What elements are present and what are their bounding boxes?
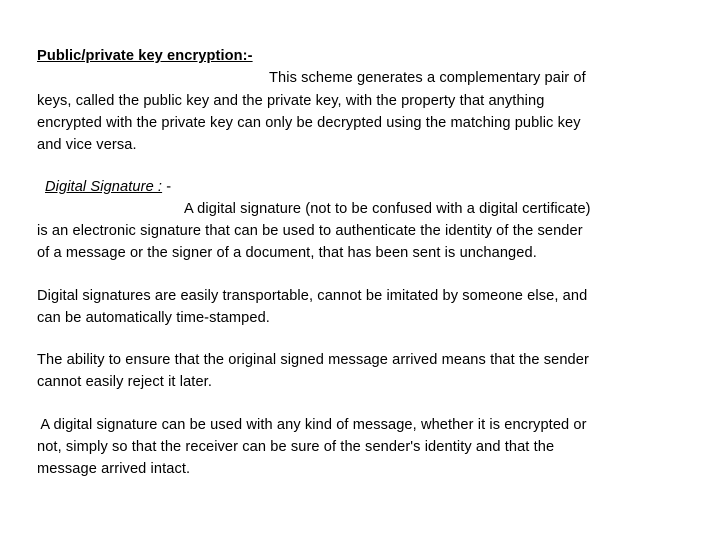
para1-line-1: Digital signatures are easily transportable, cannot be imitated by someone else, and (37, 288, 588, 304)
para3-line-3: message arrived intact. (37, 461, 191, 477)
section1-line-1: This scheme generates a complementary pair of (269, 70, 586, 86)
heading-public-private-key: Public/private key encryption:- (37, 48, 253, 64)
section2-line-2: is an electronic signature that can be used to authenticate the identity of the sender (37, 223, 583, 239)
para2-line-2: cannot easily reject it later. (37, 374, 212, 390)
section1-line-2: keys, called the public key and the private key, with the property that anything (37, 93, 545, 109)
para2-line-1: The ability to ensure that the original signed message arrived means that the sender (37, 352, 589, 368)
section2-line-1: A digital signature (not to be confused with a digital certificate) (184, 201, 591, 217)
section1-line-4: and vice versa. (37, 137, 137, 153)
para1-line-2: can be automatically time-stamped. (37, 310, 270, 326)
para3-line-2: not, simply so that the receiver can be sure of the sender's identity and that the (37, 439, 555, 455)
section1-line-3: encrypted with the private key can only be decrypted using the matching public key (37, 115, 581, 131)
heading-digital-signature: Digital Signature : (45, 179, 163, 195)
heading-digital-signature-row (45, 178, 171, 196)
section2-line-3: of a message or the signer of a document, that has been sent is unchanged. (37, 245, 537, 261)
heading-digital-signature-suffix: - (162, 179, 172, 195)
para3-line-1: A digital signature can be used with any kind of message, whether it is encrypted or (37, 417, 587, 433)
